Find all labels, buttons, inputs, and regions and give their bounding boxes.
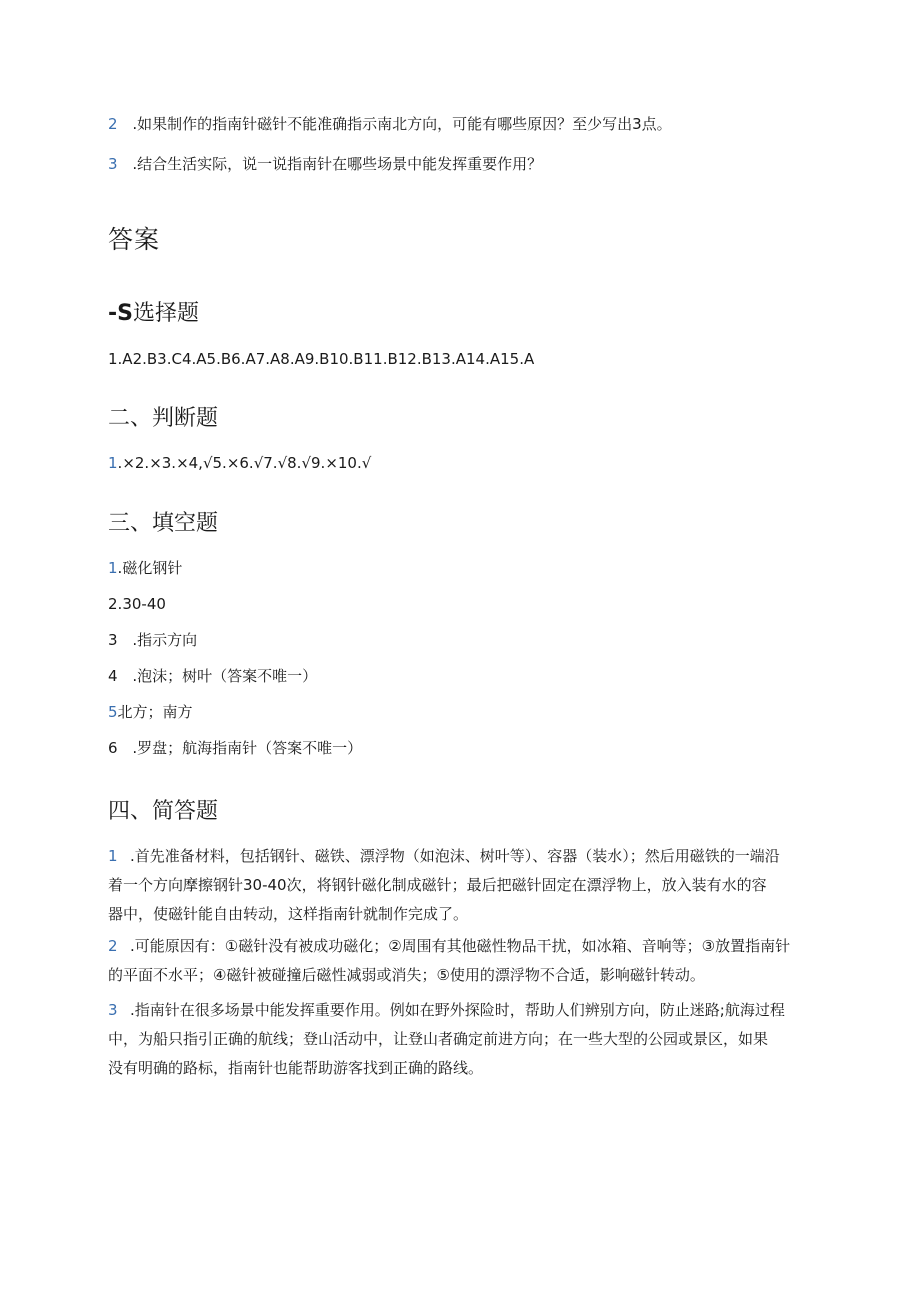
fill-blank-item	[108, 558, 182, 578]
multiple-choice-answers: 1.A2.B3.C4.A5.B6.A7.A8.A9.B10.B11.B12.B13.A14.A15.A	[108, 350, 535, 368]
fill-blank-item	[108, 702, 193, 722]
short-answer-item	[108, 932, 810, 990]
fill-blank-item	[108, 594, 166, 614]
item-number: 3	[108, 1001, 118, 1019]
question-text: .如果制作的指南针磁针不能准确指示南北方向，可能有哪些原因？至少写出3点。	[132, 115, 672, 133]
section-title-true-false: 二、判断题	[108, 406, 219, 431]
answer-line: 的平面不水平；④磁针被碰撞后磁性减弱或消失；⑤使用的漂浮物不合适，影响磁针转动。	[108, 966, 705, 984]
fill-blank-item	[108, 738, 362, 758]
item-number: 2	[108, 595, 118, 613]
section-title-fill-blank: 三、填空题	[108, 511, 219, 536]
item-number: 2	[108, 937, 118, 955]
item-text: .泡沫；树叶（答案不唯一）	[132, 667, 318, 685]
item-text: .罗盘；航海指南针（答案不唯一）	[132, 739, 363, 757]
answer-line: 没有明确的路标，指南针也能帮助游客找到正确的路线。	[108, 1059, 484, 1077]
item-text: .30-40	[117, 595, 166, 613]
answer-line	[108, 996, 810, 1025]
section-title-multiple-choice	[108, 299, 199, 329]
fill-blank-item	[108, 666, 317, 686]
item-number: 1	[108, 559, 118, 577]
true-false-answers	[108, 453, 371, 473]
answer-line: 中，为船只指引正确的航线；登山活动中，让登山者确定前进方向；在一些大型的公园或景区，如果	[108, 1030, 769, 1048]
short-answer-item	[108, 996, 810, 1083]
item-number: 6	[108, 739, 118, 757]
item-number: 4	[108, 667, 118, 685]
item-text: .指示方向	[132, 631, 198, 649]
item-text: 北方；南方	[117, 703, 193, 721]
answer-line: 着一个方向摩擦钢针30-40次，将钢针磁化制成磁针；最后把磁针固定在漂浮物上，放入装有水的容	[108, 876, 767, 894]
answer-text: .×2.×3.×4,√5.×6.√7.√8.√9.×10.√	[117, 454, 372, 472]
answer-line	[108, 842, 810, 871]
line-text: .可能原因有：①磁针没有被成功磁化；②周围有其他磁性物品干扰，如冰箱、音响等；③放置指南针	[130, 937, 791, 955]
answer-line	[108, 932, 810, 961]
answers-title: 答案	[108, 225, 161, 254]
item-number: 3	[108, 631, 118, 649]
section-title-prefix: -S	[108, 301, 133, 326]
item-number: 1	[108, 847, 118, 865]
item-number: 5	[108, 703, 118, 721]
question-number: 3	[108, 155, 118, 173]
question-3	[108, 154, 542, 174]
short-answer-item	[108, 842, 810, 929]
section-title-text: 选择题	[132, 301, 199, 326]
line-text: .首先准备材料，包括钢针、磁铁、漂浮物（如泡沫、树叶等）、容器（装水）；然后用磁铁的一端沿	[130, 847, 780, 865]
section-title-short-answer: 四、简答题	[108, 799, 219, 824]
fill-blank-item	[108, 630, 197, 650]
line-text: .指南针在很多场景中能发挥重要作用。例如在野外探险时，帮助人们辨别方向，防止迷路;航海过程	[130, 1001, 785, 1019]
question-text: .结合生活实际，说一说指南针在哪些场景中能发挥重要作用？	[132, 155, 543, 173]
answer-number: 1	[108, 454, 118, 472]
item-text: .磁化钢针	[117, 559, 183, 577]
question-2	[108, 114, 672, 134]
answer-line: 器中，使磁针能自由转动，这样指南针就制作完成了。	[108, 905, 469, 923]
question-number: 2	[108, 115, 118, 133]
